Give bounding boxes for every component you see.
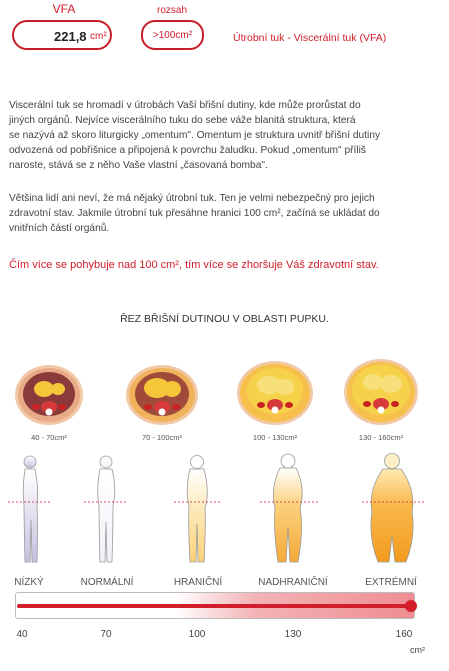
paragraph-line: odvozená od pobřišnice a připojená k povrchu žaludku. Pokud „omentum" příliš — [9, 145, 366, 156]
paragraph-1 — [9, 98, 439, 173]
scale-bar-fill — [17, 604, 411, 608]
scale-tick: 40 — [16, 629, 28, 640]
paragraph-line: zdravotní stav. Jakmile útrobní tuk přesáhne hranici 100 cm², začíná se ukládat do — [9, 208, 380, 219]
range-value: >100cm² — [152, 30, 193, 41]
cross-section-caption: 100 - 130cm² — [252, 433, 298, 442]
abdomen-cross-section-icon — [14, 361, 84, 427]
cross-section-caption: 70 - 100cm² — [141, 433, 183, 442]
scale-tick: 100 — [188, 629, 206, 640]
vfa-unit: cm² — [90, 31, 107, 42]
body-figure-4-icon — [273, 454, 302, 562]
scale-tick: 70 — [100, 629, 112, 640]
scale-unit: cm² — [410, 645, 425, 655]
paragraph-line: Většina lidí ani neví, že má nějaký útrobní tuk. Ten je velmi nebezpečný pro jejich — [9, 193, 375, 204]
vfa-value-box — [12, 20, 112, 50]
scale-marker — [405, 600, 417, 612]
abdomen-cross-section-icon — [125, 361, 199, 427]
body-figure-2-icon — [98, 456, 115, 562]
paragraph-line: naroste, stává se z něho Vaše vlastní „časovaná bomba". — [9, 160, 268, 171]
page-title: Útrobní tuk - Viscerální tuk (VFA) — [233, 32, 387, 44]
body-silhouettes — [0, 450, 449, 568]
category-above-borderline: NADHRANIČNÍ — [258, 577, 328, 588]
category-extreme: EXTRÉMNÍ — [365, 577, 417, 588]
paragraph-2 — [9, 191, 439, 236]
cross-section-4 — [343, 356, 419, 442]
category-normal: NORMÁLNÍ — [80, 577, 134, 588]
cross-section-1 — [14, 361, 84, 442]
paragraph-line: jiných orgánů. Nejvíce viscerálního tuku do sebe váže blanitá struktura, která — [9, 115, 356, 126]
cross-section-caption: 130 - 160cm² — [358, 433, 404, 442]
paragraph-line: Viscerální tuk se hromadí v útrobách Vaší břišní dutiny, kde může prorůstat do — [9, 100, 361, 111]
cross-section-caption: 40 - 70cm² — [31, 433, 67, 442]
vfa-label: VFA — [52, 2, 76, 16]
section-title: ŘEZ BŘIŠNÍ DUTINOU V OBLASTI PUPKU. — [120, 313, 329, 325]
body-figure-1-icon — [23, 456, 37, 562]
scale-tick: 130 — [284, 629, 302, 640]
body-figure-3-icon — [187, 456, 207, 563]
paragraph-line: vnitřních částí orgánů. — [9, 223, 110, 234]
category-low: NÍZKÝ — [14, 577, 44, 588]
warning-text: Čím více se pohybuje nad 100 cm², tím více se zhoršuje Váš zdravotní stav. — [9, 259, 379, 271]
category-borderline: HRANIČNÍ — [173, 577, 223, 588]
body-figure-5-icon — [371, 454, 413, 563]
cross-section-3 — [236, 357, 314, 442]
scale-tick: 160 — [395, 629, 413, 640]
range-value-box — [141, 20, 204, 50]
vfa-value: 221,8 — [54, 29, 87, 44]
abdomen-cross-section-icon — [236, 357, 314, 427]
cross-section-2 — [125, 361, 199, 442]
range-label: rozsah — [156, 5, 187, 16]
abdomen-cross-section-icon — [343, 356, 419, 427]
paragraph-line: se nazývá až skoro liturgicky „omentum". Omentum je struktura uvnitř břišní dutiny — [9, 130, 381, 141]
